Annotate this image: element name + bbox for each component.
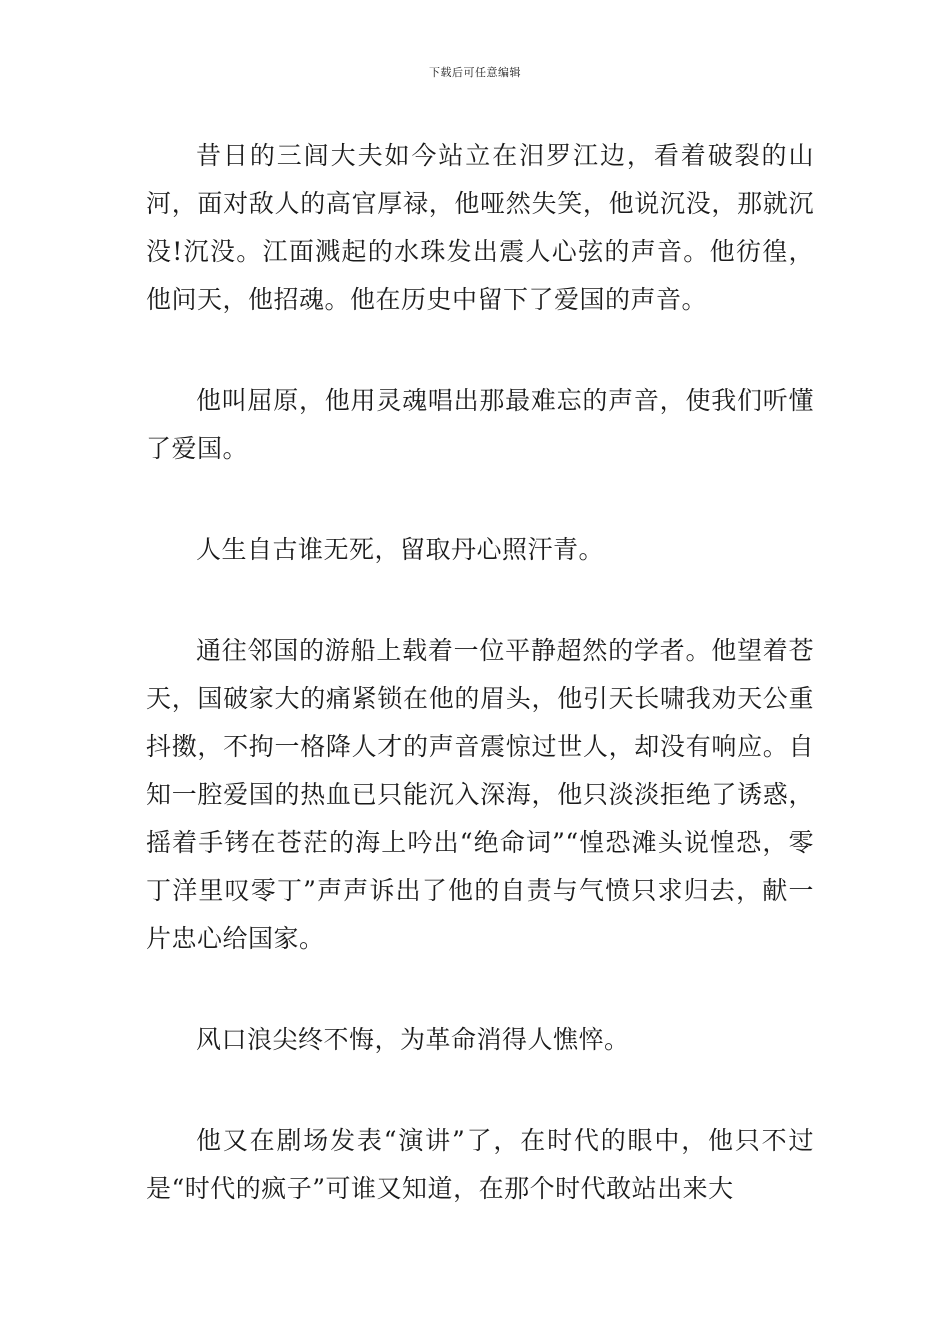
- paragraph: 通往邻国的游船上载着一位平静超然的学者。他望着苍天，国破家大的痛紧锁在他的眉头，他引天长啸我劝天公重抖擞，不拘一格降人才的声音震惊过世人，却没有响应。自知一腔爱国的热血已只能沉入深海，他只淡淡拒绝了诱惑，摇着手铐在苍茫的海上吟出“绝命词”“惶恐滩头说惶恐，零丁洋里叹零丁”声声诉出了他的自责与气愤只求归去，献一片忠心给国家。: [146, 636, 814, 953]
- paragraph: 他叫屈原，他用灵魂唱出那最难忘的声音，使我们听懂了爱国。: [146, 386, 814, 463]
- document-body: [146, 132, 814, 1266]
- paragraph: 昔日的三闾大夫如今站立在汨罗江边，看着破裂的山河，面对敌人的高官厚禄，他哑然失笑，他说沉没，那就沉没!沉没。江面溅起的水珠发出震人心弦的声音。他彷徨，他问天，他招魂。他在历史中留下了爱国的声音。: [146, 141, 814, 314]
- paragraph: 人生自古谁无死，留取丹心照汗青。: [196, 535, 605, 564]
- page-header: 下载后可任意编辑: [429, 66, 521, 79]
- paragraph: 风口浪尖终不悔，为革命消得人憔悴。: [196, 1025, 630, 1054]
- paragraph: 他又在剧场发表“演讲”了，在时代的眼中，他只不过是“时代的疯子”可谁又知道，在那个时代敢站出来大: [146, 1126, 814, 1203]
